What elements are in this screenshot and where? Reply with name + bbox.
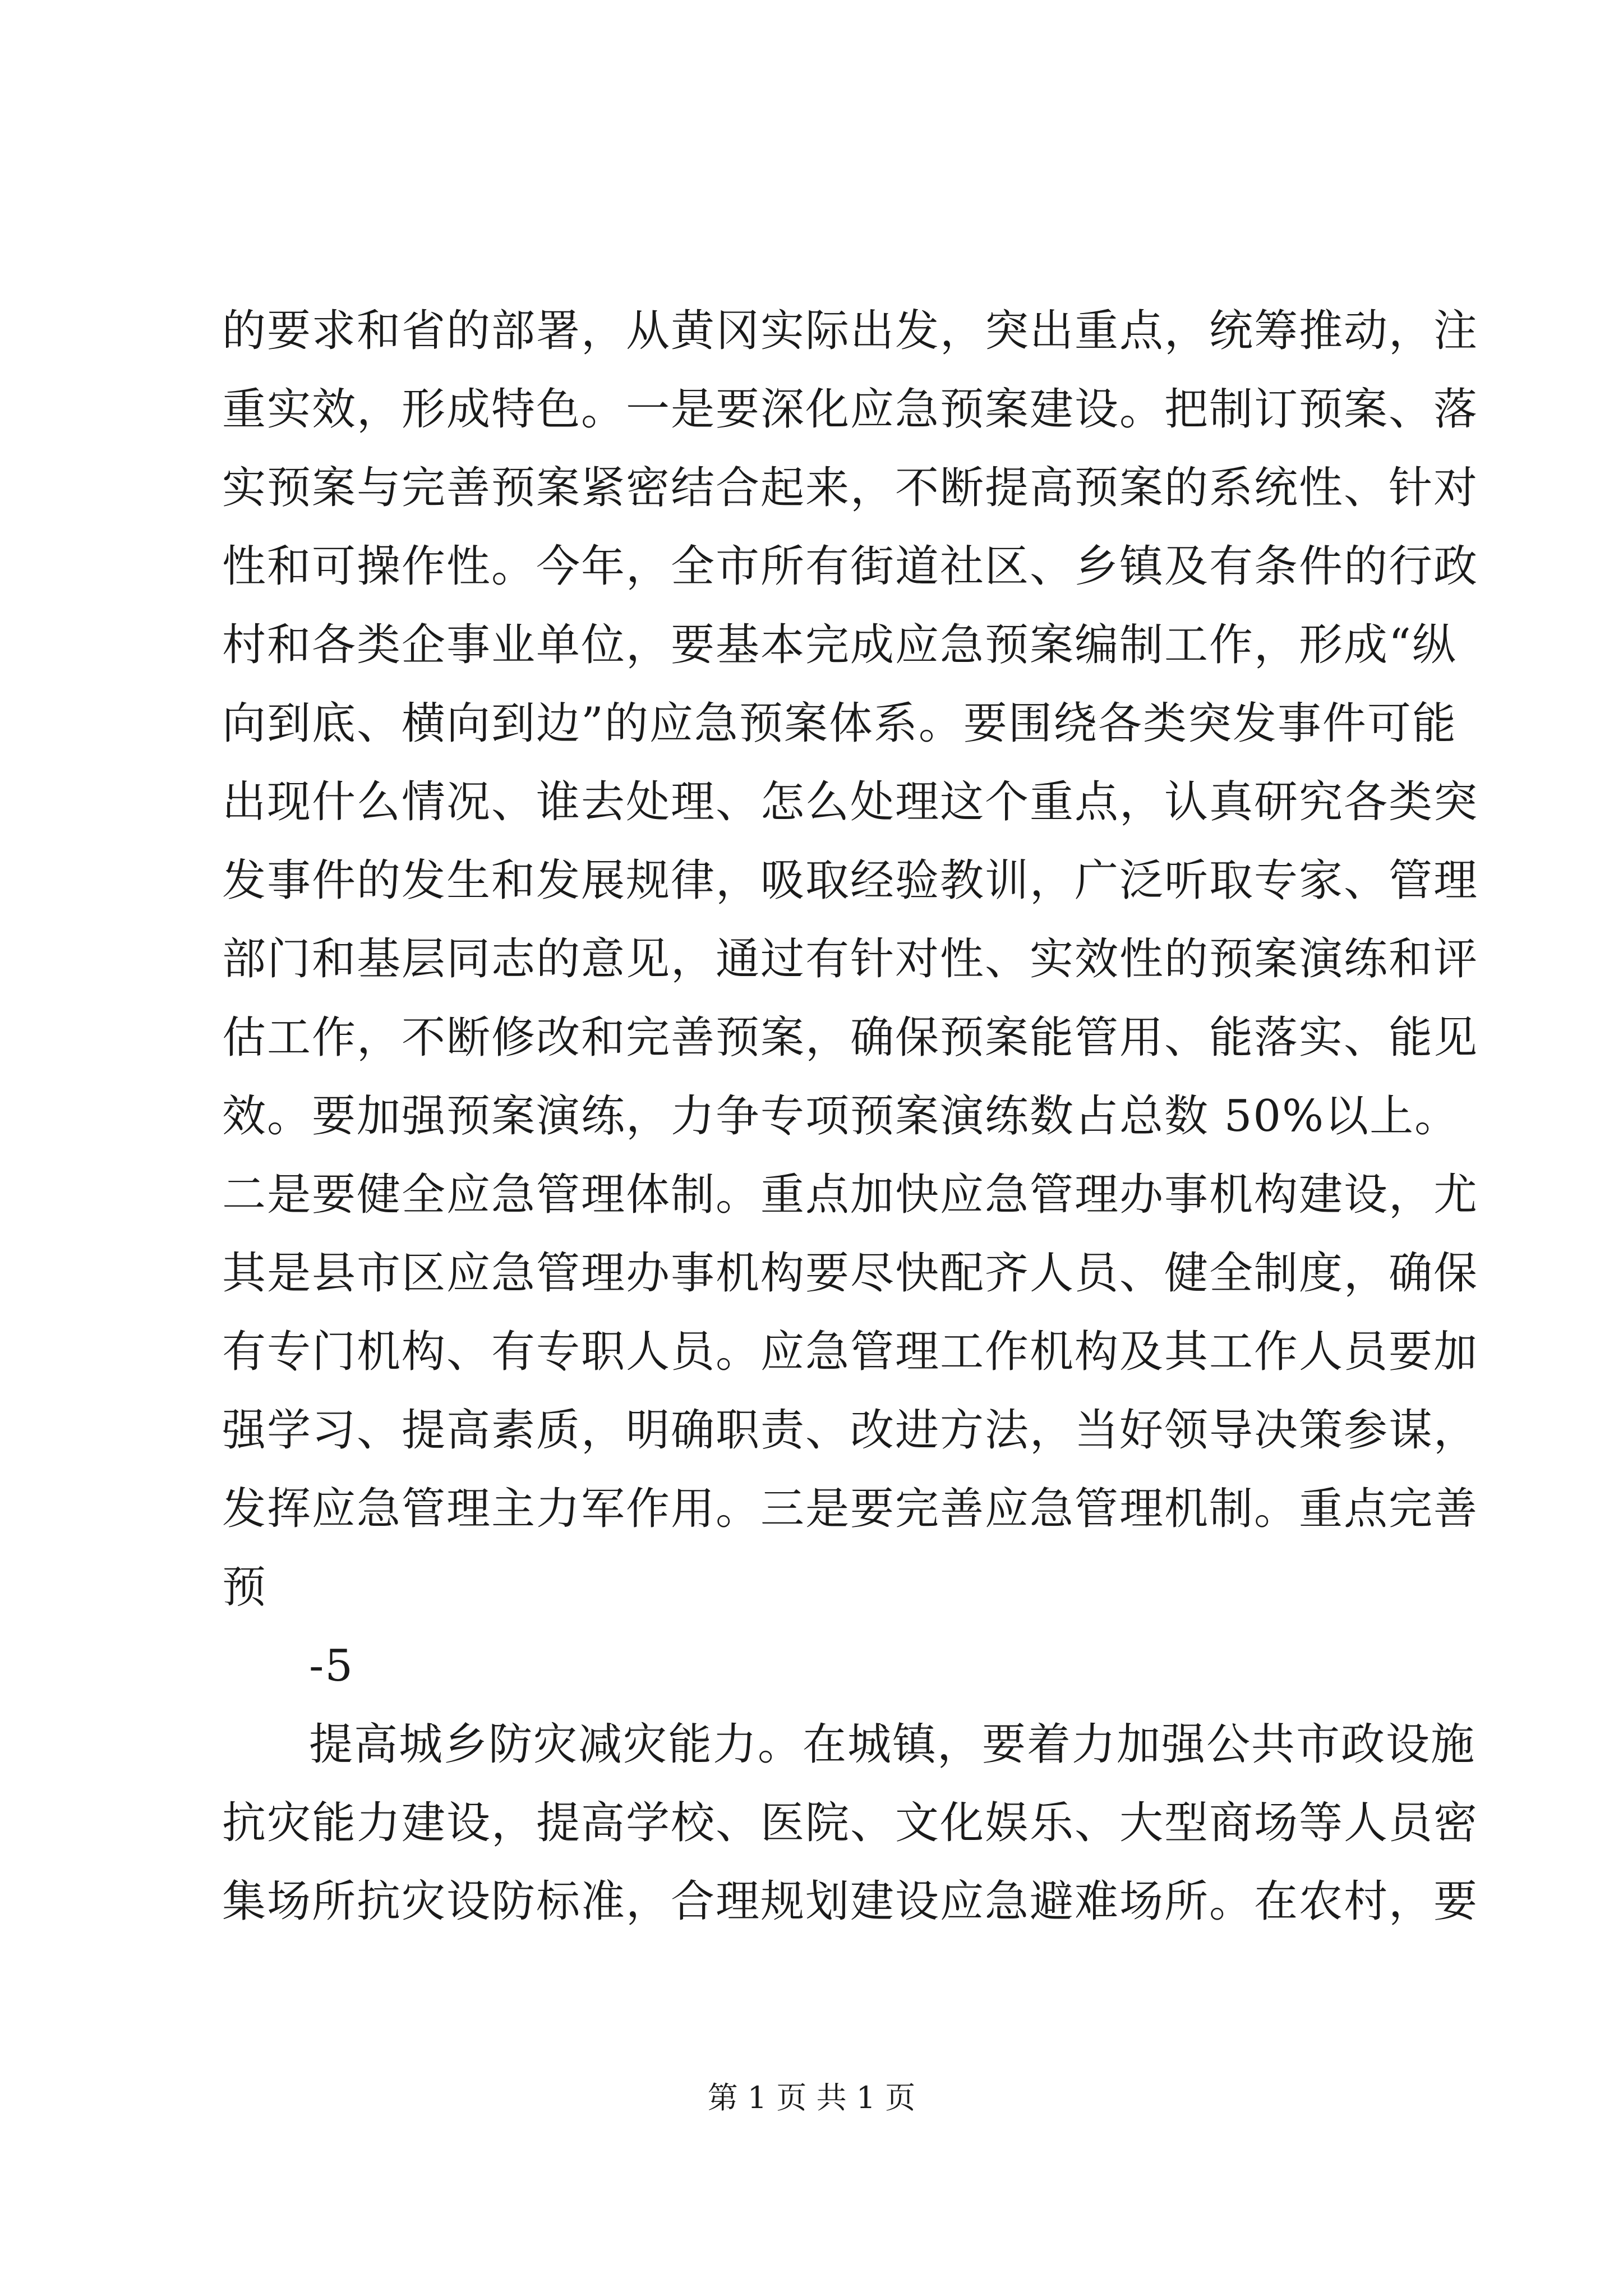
text-line: 预 [222, 1562, 268, 1613]
text-line: 性和可操作性。今年，全市所有街道社区、乡镇及有条件的行政 [222, 541, 1479, 592]
text-line: 的要求和省的部署，从黄冈实际出发，突出重点，统筹推动，注 [222, 306, 1479, 356]
text-line: 向到底、横向到边”的应急预案体系。要围绕各类突发事件可能 [222, 698, 1457, 749]
text-line: 强学习、提高素质，明确职责、改进方法，当好领导决策参谋， [222, 1405, 1479, 1456]
text-line: 提高城乡防灾减灾能力。在城镇，要着力加强公共市政设施 [309, 1719, 1476, 1770]
text-line: 发事件的发生和发展规律，吸取经验教训，广泛听取专家、管理 [222, 855, 1479, 906]
page-marker: -5 [309, 1641, 354, 1691]
text-line: 出现什么情况、谁去处理、怎么处理这个重点，认真研究各类突 [222, 777, 1479, 827]
text-line: 发挥应急管理主力军作用。三是要完善应急管理机制。重点完善 [222, 1484, 1479, 1534]
text-line: 抗灾能力建设，提高学校、医院、文化娱乐、大型商场等人员密 [222, 1798, 1479, 1848]
text-line: 集场所抗灾设防标准，合理规划建设应急避难场所。在农村，要 [222, 1876, 1479, 1927]
text-line: 部门和基层同志的意见，通过有针对性、实效性的预案演练和评 [222, 934, 1479, 984]
text-line: 重实效，形成特色。一是要深化应急预案建设。把制订预案、落 [222, 384, 1479, 435]
text-line: 有专门机构、有专职人员。应急管理工作机构及其工作人员要加 [222, 1327, 1479, 1377]
text-line: 二是要健全应急管理体制。重点加快应急管理办事机构建设，尤 [222, 1170, 1479, 1220]
text-line: 其是县市区应急管理办事机构要尽快配齐人员、健全制度，确保 [222, 1248, 1479, 1299]
text-line: 估工作，不断修改和完善预案，确保预案能管用、能落实、能见 [222, 1013, 1479, 1063]
text-line: 村和各类企事业单位，要基本完成应急预案编制工作，形成“纵 [222, 620, 1457, 670]
text-line: 实预案与完善预案紧密结合起来，不断提高预案的系统性、针对 [222, 463, 1479, 513]
document-body [222, 292, 1479, 1941]
page-footer: 第 1 页 共 1 页 [707, 2080, 916, 2115]
text-line: 效。要加强预案演练，力争专项预案演练数占总数 50%以上。 [222, 1091, 1460, 1142]
